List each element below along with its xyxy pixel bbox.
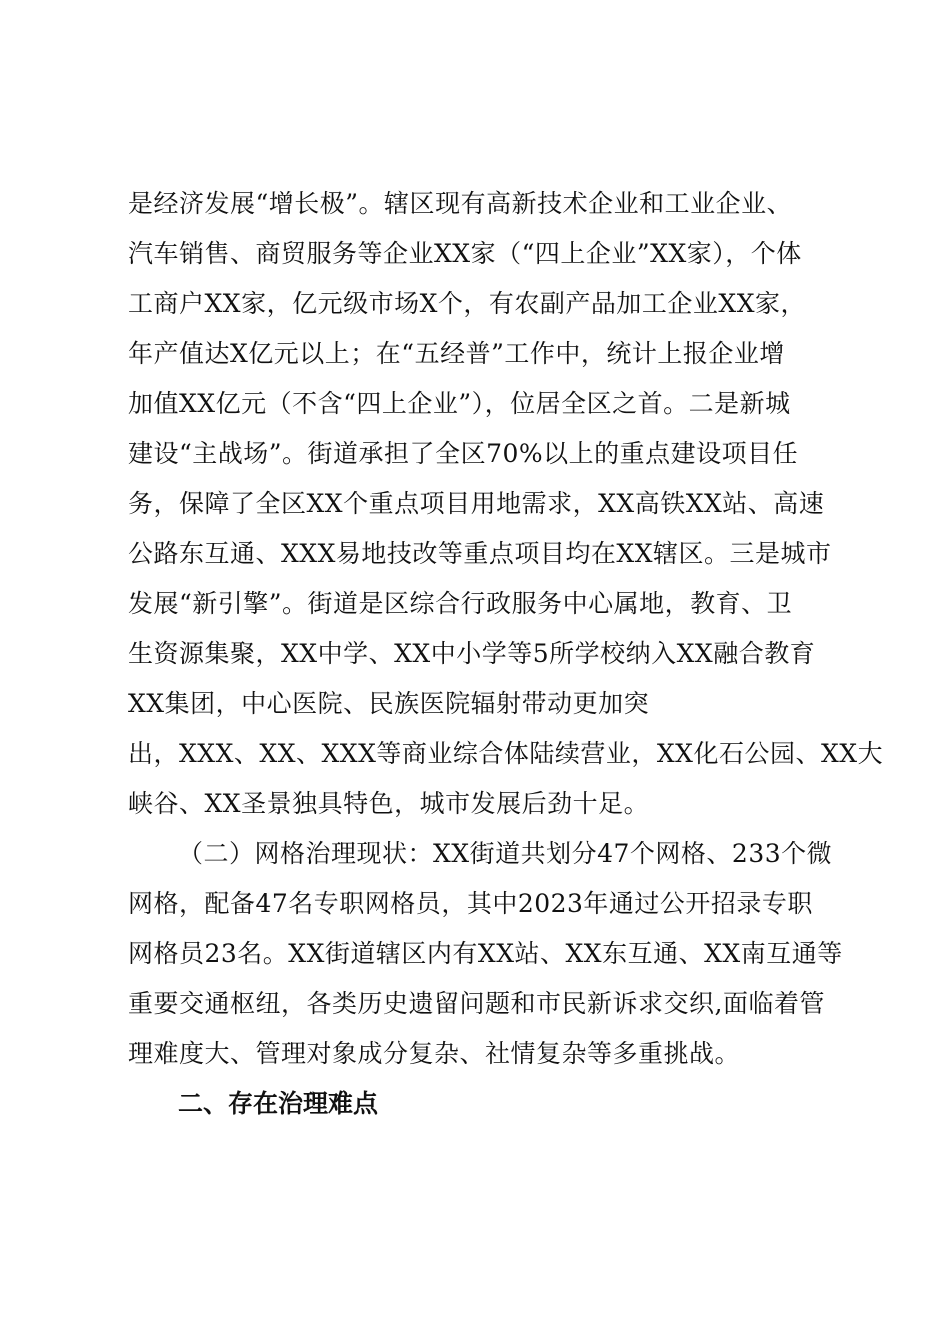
- paragraph-line: 年产值达X亿元以上；在“五经普”工作中，统计上报企业增: [128, 339, 785, 368]
- paragraph-line: XX集团，中心医院、民族医院辐射带动更加突: [128, 689, 650, 718]
- paragraph-line: 工商户XX家，亿元级市场X个，有农副产品加工企业XX家，: [128, 289, 806, 318]
- paragraph-line: 生资源集聚，XX中学、XX中小学等5所学校纳入XX融合教育: [128, 639, 816, 668]
- section-heading: 二、存在治理难点: [178, 1089, 379, 1118]
- paragraph-line: 峡谷、XX圣景独具特色，城市发展后劲十足。: [128, 789, 650, 818]
- paragraph-line: 汽车销售、商贸服务等企业XX家（“四上企业”XX家），个体: [128, 239, 802, 268]
- paragraph-line: 网格，配备47名专职网格员，其中2023年通过公开招录专职: [128, 889, 813, 918]
- paragraph-line: 理难度大、管理对象成分复杂、社情复杂等多重挑战。: [128, 1039, 741, 1068]
- paragraph-line: 网格员23名。XX街道辖区内有XX站、XX东互通、XX南互通等: [128, 939, 843, 968]
- paragraph-line: （二）网格治理现状：XX街道共划分47个网格、233个微: [178, 839, 833, 868]
- paragraph-line: 出，XXX、XX、XXX等商业综合体陆续营业，XX化石公园、XX大: [128, 739, 884, 768]
- paragraph-line: 务，保障了全区XX个重点项目用地需求，XX高铁XX站、高速: [128, 489, 825, 518]
- paragraph-line: 重要交通枢纽，各类历史遗留问题和市民新诉求交织,面临着管: [128, 989, 825, 1018]
- paragraph-line: 加值XX亿元（不含“四上企业”），位居全区之首。二是新城: [128, 389, 791, 418]
- paragraph-line: 是经济发展“增长极”。辖区现有高新技术企业和工业企业、: [128, 189, 793, 218]
- paragraph-line: 公路东互通、XXX易地技改等重点项目均在XX辖区。三是城市: [128, 539, 832, 568]
- paragraph-line: 建设“主战场”。街道承担了全区70%以上的重点建设项目任: [128, 439, 799, 468]
- paragraph-line: 发展“新引擎”。街道是区综合行政服务中心属地，教育、卫: [128, 589, 793, 618]
